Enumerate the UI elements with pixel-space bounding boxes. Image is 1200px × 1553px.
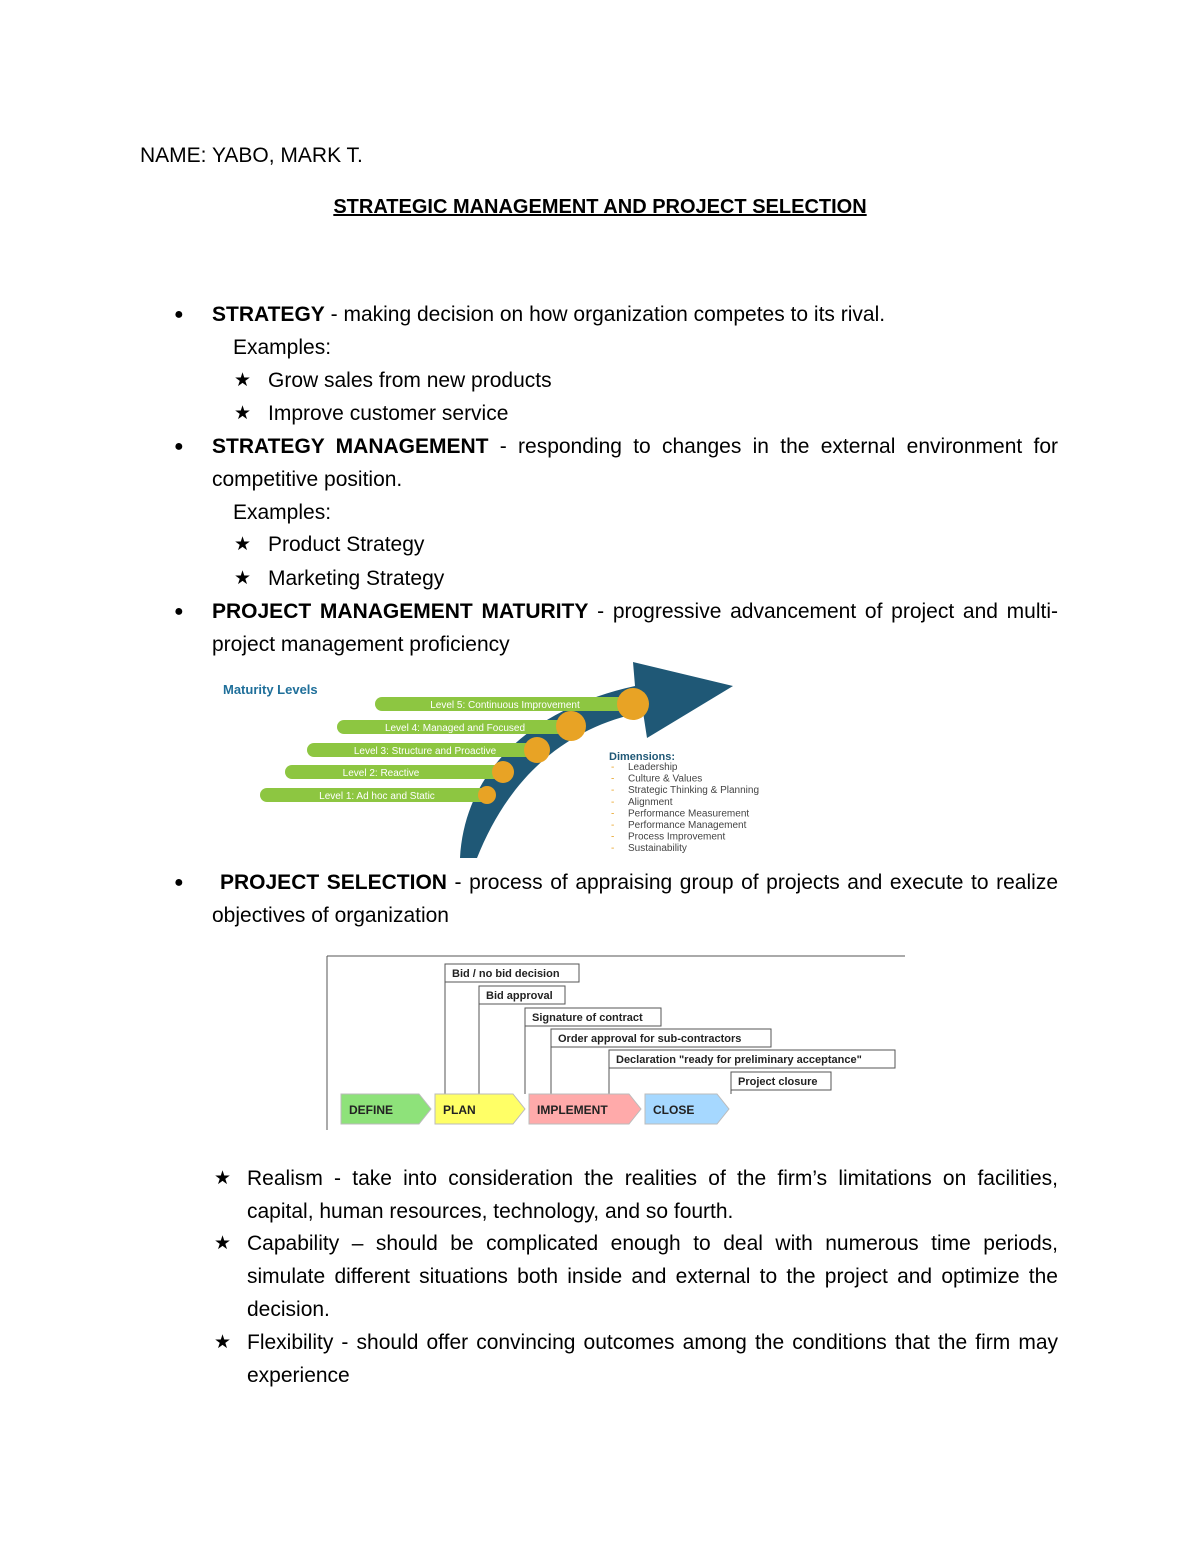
dimension-item: Leadership (628, 762, 678, 773)
level-bar (260, 786, 496, 804)
selection-definition: - process of appraising group of projects and execute to realize objectives of organization (212, 871, 1058, 927)
maturity-levels-figure (215, 658, 815, 858)
dimension-item: Sustainability (628, 843, 687, 855)
milestone-label: Bid approval (486, 990, 553, 1002)
criteria-capability: Capability – should be complicated enough to deal with numerous time periods, simulate different situations both inside and external to the project and optimize the decision. (247, 1232, 1058, 1321)
star-icon: ★ (214, 1168, 232, 1189)
star-icon: ★ (234, 568, 252, 589)
phase-label: PLAN (443, 1103, 476, 1117)
level-dot-icon (524, 737, 550, 763)
dimension-dash-icon: - (611, 843, 615, 855)
maturity-item (212, 595, 1058, 661)
level-dot-icon (492, 761, 514, 783)
dimension-dash-icon: - (611, 785, 615, 797)
dimension-item: Performance Measurement (628, 808, 750, 820)
maturity-definition: - progressive advancement of project and multi-project management proficiency (212, 600, 1058, 656)
student-name: NAME: YABO, MARK T. (140, 144, 363, 167)
level-label: Level 4: Managed and Focused (384, 723, 526, 734)
level-label: Level 2: Reactive (342, 768, 420, 779)
dimensions-title: Dimensions: (609, 751, 676, 763)
dimension-dash-icon: - (611, 773, 615, 785)
level-label: Level 5: Continuous Improvement (430, 700, 580, 711)
dimension-dash-icon: - (611, 808, 615, 820)
strategy-example: Improve customer service (268, 402, 509, 425)
dimension-dash-icon: - (611, 820, 615, 831)
star-icon: ★ (214, 1332, 232, 1353)
star-icon: ★ (234, 534, 252, 555)
dimension-item: Performance Management (628, 820, 747, 831)
dimension-item: Culture & Values (628, 773, 703, 785)
milestone-label: Bid / no bid decision (452, 968, 560, 980)
selection-term: PROJECT SELECTION (220, 871, 447, 894)
bullet-icon: ● (174, 603, 184, 620)
level-dot-icon (617, 688, 649, 720)
bullet-icon: ● (174, 874, 184, 891)
bullet-icon: ● (174, 438, 184, 455)
star-icon: ★ (234, 370, 252, 391)
strategy-management-term: STRATEGY MANAGEMENT (212, 435, 489, 458)
strategy-definition: - making decision on how organization competes to its rival. (324, 303, 886, 326)
dimension-item: Alignment (628, 796, 673, 808)
star-icon: ★ (214, 1233, 232, 1254)
milestone-label: Order approval for sub-contractors (558, 1033, 742, 1045)
strategy-item (212, 298, 1058, 331)
strategy-management-definition: - responding to changes in the external environment for competitive position. (212, 435, 1058, 491)
bullet-icon: ● (174, 306, 184, 323)
dimension-item: Process Improvement (628, 831, 726, 843)
strategy-management-examples-label: Examples: (233, 501, 332, 524)
strategy-management-example: Product Strategy (268, 533, 425, 556)
star-icon: ★ (234, 403, 252, 424)
maturity-term: PROJECT MANAGEMENT MATURITY (212, 600, 589, 623)
dimension-dash-icon: - (611, 762, 615, 773)
selection-item (212, 866, 1058, 932)
dimension-dash-icon: - (611, 831, 615, 843)
milestone-label: Declaration "ready for preliminary acceptance" (616, 1054, 862, 1066)
dimension-item: Strategic Thinking & Planning (628, 785, 760, 797)
phases-group (341, 1094, 729, 1124)
strategy-term: STRATEGY (212, 303, 325, 326)
document-title: STRATEGIC MANAGEMENT AND PROJECT SELECTION (333, 196, 867, 218)
level-label: Level 1: Ad hoc and Static (319, 791, 435, 802)
maturity-figure-title: Maturity Levels (223, 682, 318, 697)
criteria-realism: Realism - take into consideration the realities of the firm’s limitations on facilities, capital, human resources, technology, and so fourth. (247, 1167, 1058, 1223)
strategy-management-example: Marketing Strategy (268, 567, 445, 590)
level-dot-icon (478, 786, 496, 804)
milestone-label: Project closure (738, 1076, 818, 1088)
level-label: Level 3: Structure and Proactive (353, 746, 497, 757)
strategy-example: Grow sales from new products (268, 369, 552, 392)
project-selection-figure (325, 954, 907, 1132)
phase-label: IMPLEMENT (537, 1103, 608, 1117)
criteria-flexibility: Flexibility - should offer convincing outcomes among the conditions that the firm may experience (247, 1331, 1058, 1387)
phase-label: CLOSE (653, 1103, 695, 1117)
level-dot-icon (556, 711, 586, 741)
milestone-label: Signature of contract (532, 1012, 643, 1024)
phase-label: DEFINE (349, 1103, 394, 1117)
dimension-dash-icon: - (611, 796, 615, 808)
milestones-group (445, 964, 895, 1094)
dimensions-list (611, 762, 759, 854)
level-bar (285, 761, 514, 783)
strategy-examples-label: Examples: (233, 336, 332, 359)
strategy-management-item (212, 430, 1058, 496)
